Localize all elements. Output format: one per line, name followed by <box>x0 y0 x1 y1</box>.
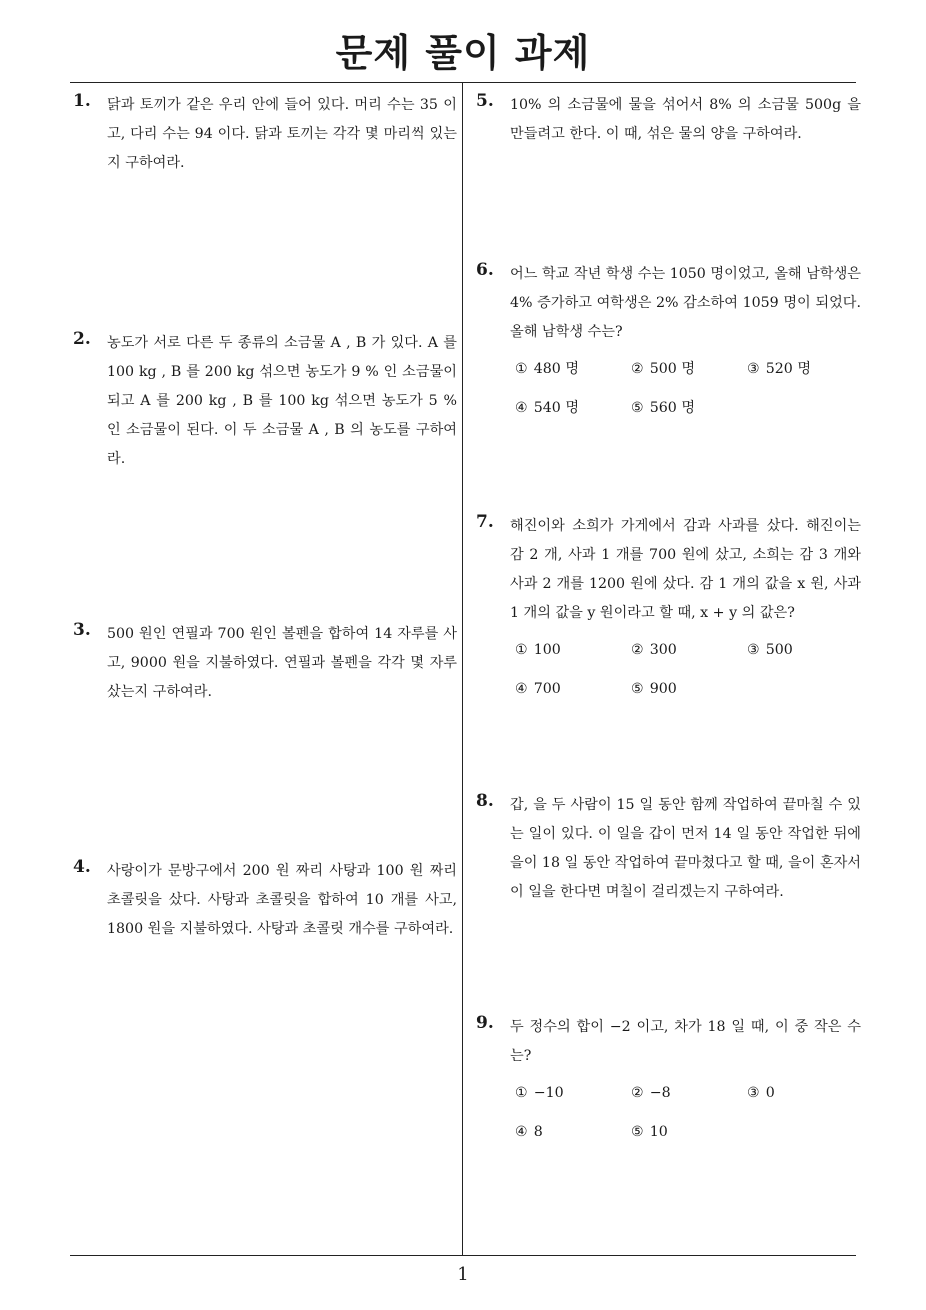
choice-2[interactable]: ② 300 <box>631 642 677 658</box>
problem-number: 8. <box>476 791 494 811</box>
choice-5[interactable]: ⑤ 10 <box>631 1124 668 1140</box>
problem-number: 6. <box>476 260 494 280</box>
choice-3[interactable]: ③ 500 <box>747 642 793 658</box>
choice-4[interactable]: ④ 8 <box>515 1124 543 1140</box>
problem-3 <box>73 620 457 707</box>
page-title: 문제 풀이 과제 <box>335 31 591 75</box>
page-number: 1 <box>457 1264 469 1285</box>
problem-4 <box>73 857 457 944</box>
answer-choices <box>510 355 861 423</box>
choice-1[interactable]: ① 480 명 <box>515 361 580 377</box>
choice-5[interactable]: ⑤ 560 명 <box>631 400 696 416</box>
choice-1[interactable]: ① −10 <box>515 1085 564 1101</box>
problem-text: 500 원인 연필과 700 원인 볼펜을 합하여 14 자루를 사고, 9000 원을 지불하였다. 연필과 볼펜을 각각 몇 자루 샀는지 구하여라. <box>107 626 457 700</box>
problem-number: 2. <box>73 329 91 349</box>
problem-number: 5. <box>476 91 494 111</box>
problem-text: 갑, 을 두 사람이 15 일 동안 함께 작업하여 끝마칠 수 있는 일이 있다. 이 일을 갑이 먼저 14 일 동안 작업한 뒤에 을이 18 일 동안 작업하여 끝마쳤다고 할 때, 을이 혼자서 이 일을 한다면 며칠이 걸리겠는지 구하여라. <box>510 797 861 900</box>
problem-2 <box>73 329 457 474</box>
top-rule <box>70 82 856 83</box>
problem-7 <box>476 512 861 704</box>
choice-1[interactable]: ① 100 <box>515 642 561 658</box>
choice-3[interactable]: ③ 520 명 <box>747 361 812 377</box>
problem-text: 해진이와 소희가 가게에서 감과 사과를 샀다. 해진이는 감 2 개, 사과 1 개를 700 원에 샀고, 소희는 감 3 개와 사과 2 개를 1200 원에 샀다. 감 1 개의 값을 x 원, 사과 1 개의 값을 y 원이라고 할 때, x + y 의 값은? <box>510 518 861 621</box>
answer-choices <box>510 636 861 704</box>
problem-text: 닭과 토끼가 같은 우리 안에 들어 있다. 머리 수는 35 이고, 다리 수는 94 이다. 닭과 토끼는 각각 몇 마리씩 있는지 구하여라. <box>107 97 457 171</box>
problem-text: 사랑이가 문방구에서 200 원 짜리 사탕과 100 원 짜리 초콜릿을 샀다. 사탕과 초콜릿을 합하여 10 개를 사고, 1800 원을 지불하였다. 사탕과 초콜릿 개수를 구하여라. <box>107 863 457 937</box>
choice-3[interactable]: ③ 0 <box>747 1085 775 1101</box>
problem-text: 두 정수의 합이 −2 이고, 차가 18 일 때, 이 중 작은 수는? <box>510 1019 861 1064</box>
problem-9 <box>476 1013 861 1147</box>
choice-2[interactable]: ② −8 <box>631 1085 671 1101</box>
problem-number: 7. <box>476 512 494 532</box>
problem-text: 농도가 서로 다른 두 종류의 소금물 A , B 가 있다. A 를 100 kg , B 를 200 kg 섞으면 농도가 9 % 인 소금물이 되고 A 를 200 kg , B 를 100 kg 섞으면 농도가 5 % 인 소금물이 된다. 이 두 소금물 A , B 의 농도를 구하여라. <box>107 335 457 467</box>
problem-1 <box>73 91 457 178</box>
problem-6 <box>476 260 861 423</box>
problem-number: 4. <box>73 857 91 877</box>
problem-number: 1. <box>73 91 91 111</box>
problem-8 <box>476 791 861 907</box>
bottom-rule <box>70 1255 856 1256</box>
problem-text: 10% 의 소금물에 물을 섞어서 8% 의 소금물 500g 을 만들려고 한다. 이 때, 섞은 물의 양을 구하여라. <box>510 97 861 142</box>
choice-5[interactable]: ⑤ 900 <box>631 681 677 697</box>
choice-2[interactable]: ② 500 명 <box>631 361 696 377</box>
answer-choices <box>510 1079 861 1147</box>
column-divider <box>462 82 463 1255</box>
problem-text: 어느 학교 작년 학생 수는 1050 명이었고, 올해 남학생은 4% 증가하고 여학생은 2% 감소하여 1059 명이 되었다. 올해 남학생 수는? <box>510 266 861 340</box>
problem-number: 9. <box>476 1013 494 1033</box>
problem-number: 3. <box>73 620 91 640</box>
choice-4[interactable]: ④ 540 명 <box>515 400 580 416</box>
problem-5 <box>476 91 861 149</box>
choice-4[interactable]: ④ 700 <box>515 681 561 697</box>
